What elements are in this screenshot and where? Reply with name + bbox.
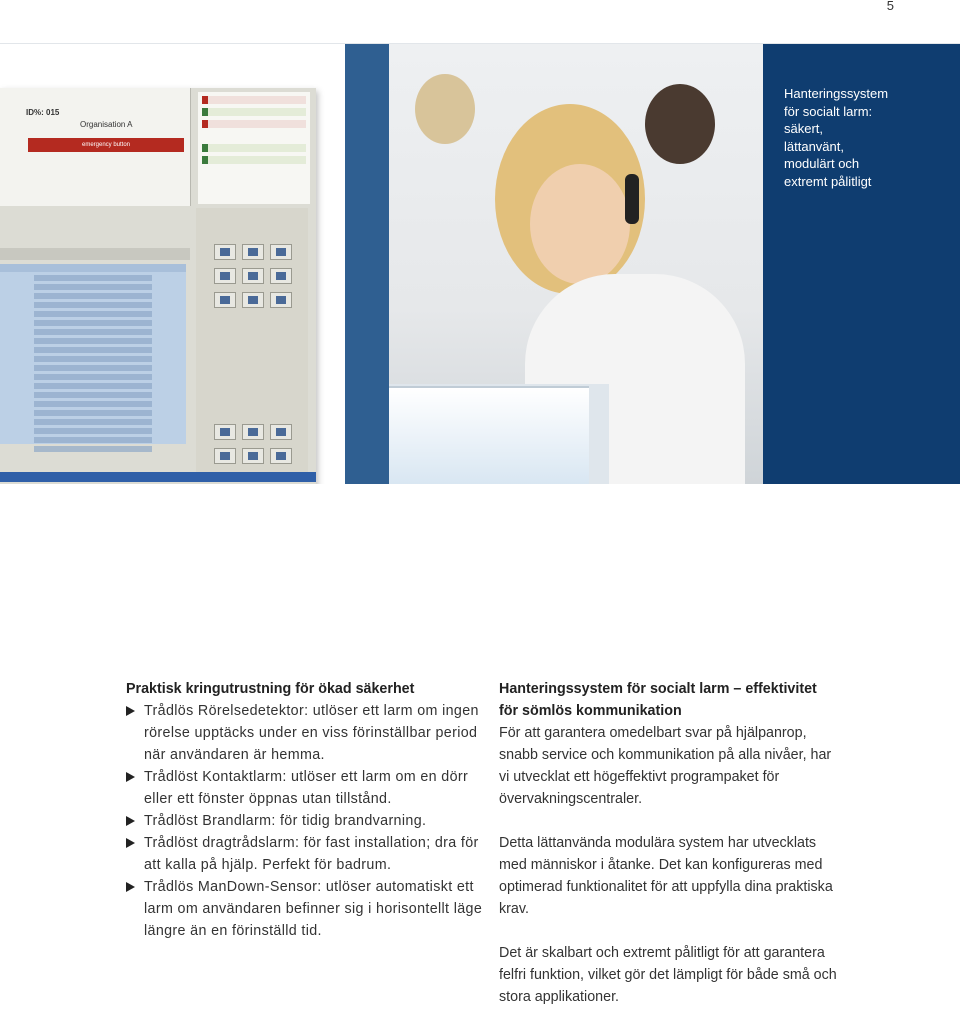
alarm-row [202,108,306,116]
action-button-icon [242,292,264,308]
list-item-text: Trådlös ManDown-Sensor: utlöser automatiskt ett larm om användaren befinner sig i horisontellt läge längre än en förinställd tid. [144,879,483,939]
action-panel [196,208,308,476]
list-item [126,810,486,832]
list-item [126,876,486,942]
contact-list-row [34,284,152,290]
alarm-list [198,92,310,204]
alarm-row [202,96,306,104]
contact-list-row [34,428,152,434]
contact-list-row [34,419,152,425]
hero-banner [0,44,960,484]
list-item-text: Trådlös Rörelsedetektor: utlöser ett larm om ingen rörelse upptäcks under en viss förinställbar period när användaren är hemma. [144,703,479,763]
action-button-icon [242,268,264,284]
page-number: 5 [886,0,894,13]
peripherals-heading: Praktisk kringutrustning för ökad säkerhet [126,681,415,697]
action-button-icon [242,424,264,440]
contact-list-row [34,446,152,452]
action-button-icon [214,268,236,284]
action-button-icon [270,424,292,440]
triangle-bullet-icon [126,838,135,848]
caller-id: ID%: 015 [26,108,60,117]
background-person [645,84,715,164]
contact-list-row [34,365,152,371]
triangle-bullet-icon [126,706,135,716]
contact-list-row [34,347,152,353]
paragraph: Detta lättanvända modulära system har utvecklats med människor i åtanke. Det kan konfigureras med optimerad funktionalitet för att uppfylla dina praktiska krav. [499,835,833,917]
taskbar [0,472,316,482]
contact-list-row [34,437,152,443]
action-button-icon [270,292,292,308]
operator-photo [345,44,763,484]
contact-list-row [34,401,152,407]
tagline-panel [763,44,960,484]
action-button-icon [270,244,292,260]
contact-list-row [34,293,152,299]
alarm-row [202,120,306,128]
left-column [126,678,486,942]
triangle-bullet-icon [126,816,135,826]
action-button-icon [214,244,236,260]
emergency-button: emergency button [28,138,184,152]
list-item-text: Trådlöst Kontaktlarm: utlöser ett larm om en dörr eller ett fönster öppnas utan tillstånd. [144,769,469,807]
contact-list-row [34,338,152,344]
list-item-text: Trådlöst dragtrådslarm: för fast installation; dra för att kalla på hjälp. Perfekt för badrum. [144,835,479,873]
organisation-label: Organisation A [80,120,133,129]
software-window [0,88,316,484]
triangle-bullet-icon [126,772,135,782]
system-heading: Hanteringssystem för socialt larm – effektivitet för sömlös kommunikation [499,681,817,719]
contact-list-row [34,329,152,335]
paragraph: För att garantera omedelbart svar på hjälpanrop, snabb service och kommunikation på alla nivåer, har vi utvecklat ett högeffektivt programpaket för övervakningscentraler. [499,725,832,807]
contact-list-row [34,383,152,389]
photo-frame [345,44,389,484]
right-column [499,678,839,1030]
software-screenshot [0,44,345,484]
list-item [126,700,486,766]
contact-list-items [0,275,186,452]
action-button-icon [242,244,264,260]
alarm-row [202,144,306,152]
action-button-icon [270,268,292,284]
action-button-icon [270,448,292,464]
contact-list-row [34,275,152,281]
contact-list-header [0,264,186,272]
contact-list-row [34,302,152,308]
alarm-row [202,156,306,164]
contact-list-row [34,356,152,362]
contact-list [0,264,186,444]
contact-list-row [34,410,152,416]
action-button-icon [242,448,264,464]
operator-face [530,164,630,284]
peripherals-list [126,700,486,942]
caller-panel [0,88,191,206]
monitor [389,386,589,484]
action-button-icon [214,424,236,440]
background-person [415,74,475,144]
list-item-text: Trådlöst Brandlarm: för tidig brandvarning. [144,813,427,829]
action-button-icon [214,448,236,464]
contact-list-row [34,374,152,380]
list-item [126,766,486,810]
contact-list-row [34,311,152,317]
list-item [126,832,486,876]
software-toolbar [0,248,190,260]
paragraph: Det är skalbart och extremt pålitligt för att garantera felfri funktion, vilket gör det lämpligt för både små och stora applikationer. [499,945,837,1005]
triangle-bullet-icon [126,882,135,892]
action-button-icon [214,292,236,308]
headset-icon [625,174,639,224]
contact-list-row [34,392,152,398]
tagline: Hanteringssystem för socialt larm: säkert, lättanvänt, modulärt och extremt pålitligt [784,86,889,189]
contact-list-row [34,320,152,326]
